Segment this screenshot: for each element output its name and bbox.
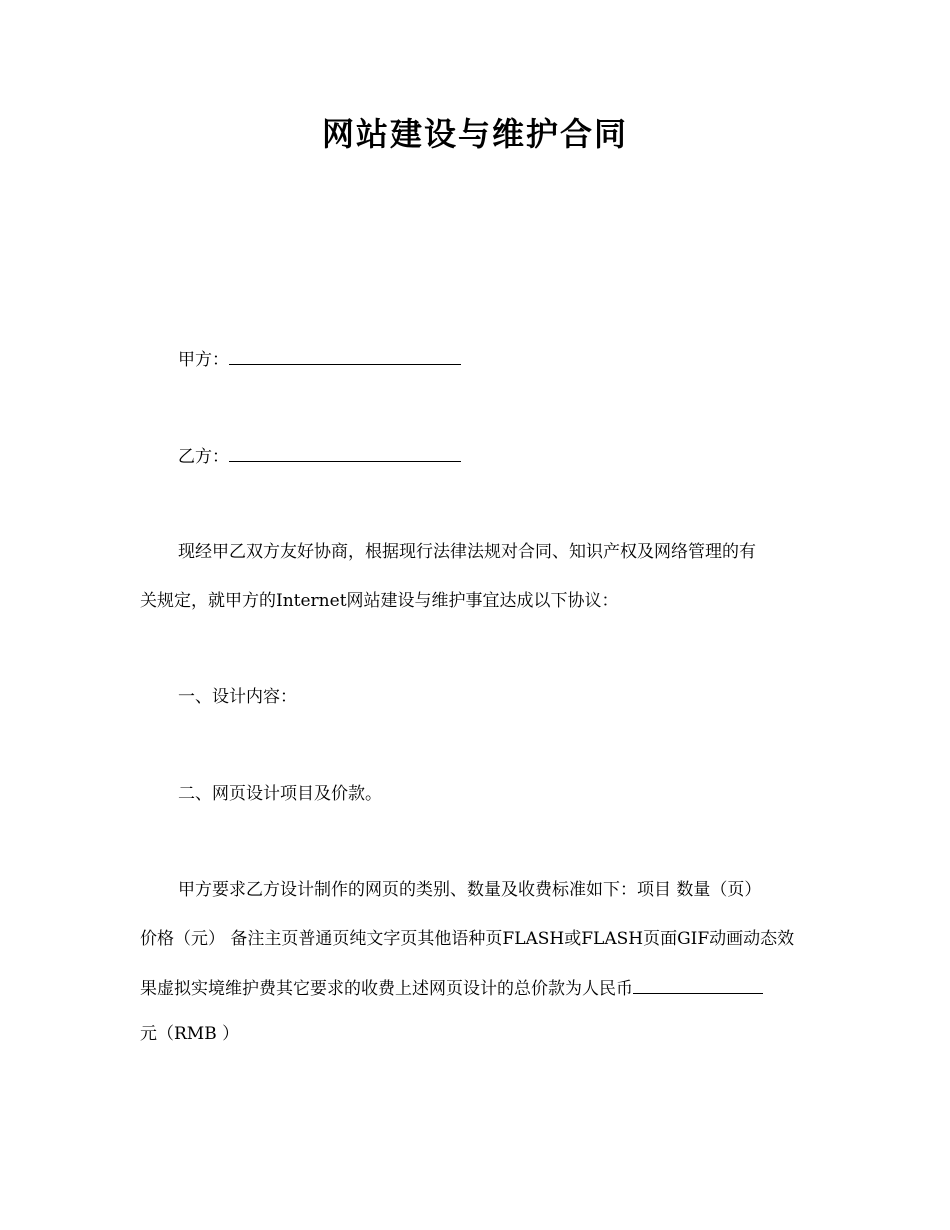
total-price-blank <box>633 975 763 994</box>
party-b-line <box>178 443 461 469</box>
section-2-heading: 二、网页设计项目及价款。 <box>178 784 382 804</box>
pricing-line-3-wrap <box>140 975 763 1001</box>
pricing-line-4: 元（RMB ） <box>140 1024 240 1044</box>
intro-line-1: 现经甲乙双方友好协商，根据现行法律法规对合同、知识产权及网络管理的有 <box>178 542 756 562</box>
party-a-label: 甲方： <box>178 350 229 370</box>
party-b-label: 乙方： <box>178 447 229 467</box>
pricing-line-1: 甲方要求乙方设计制作的网页的类别、数量及收费标准如下：项目 数量（页） <box>178 880 762 900</box>
pricing-line-2: 价格（元） 备注主页普通页纯文字页其他语种页FLASH或FLASH页面GIF动画动态效 <box>140 929 795 949</box>
pricing-line-3: 果虚拟实境维护费其它要求的收费上述网页设计的总价款为人民币 <box>140 979 633 999</box>
party-a-blank <box>229 346 461 365</box>
party-b-blank <box>229 443 461 462</box>
document-title: 网站建设与维护合同 <box>321 115 628 153</box>
intro-line-2: 关规定，就甲方的Internet网站建设与维护事宜达成以下协议： <box>140 591 619 611</box>
section-1-heading: 一、设计内容： <box>178 687 297 707</box>
party-a-line <box>178 346 461 372</box>
